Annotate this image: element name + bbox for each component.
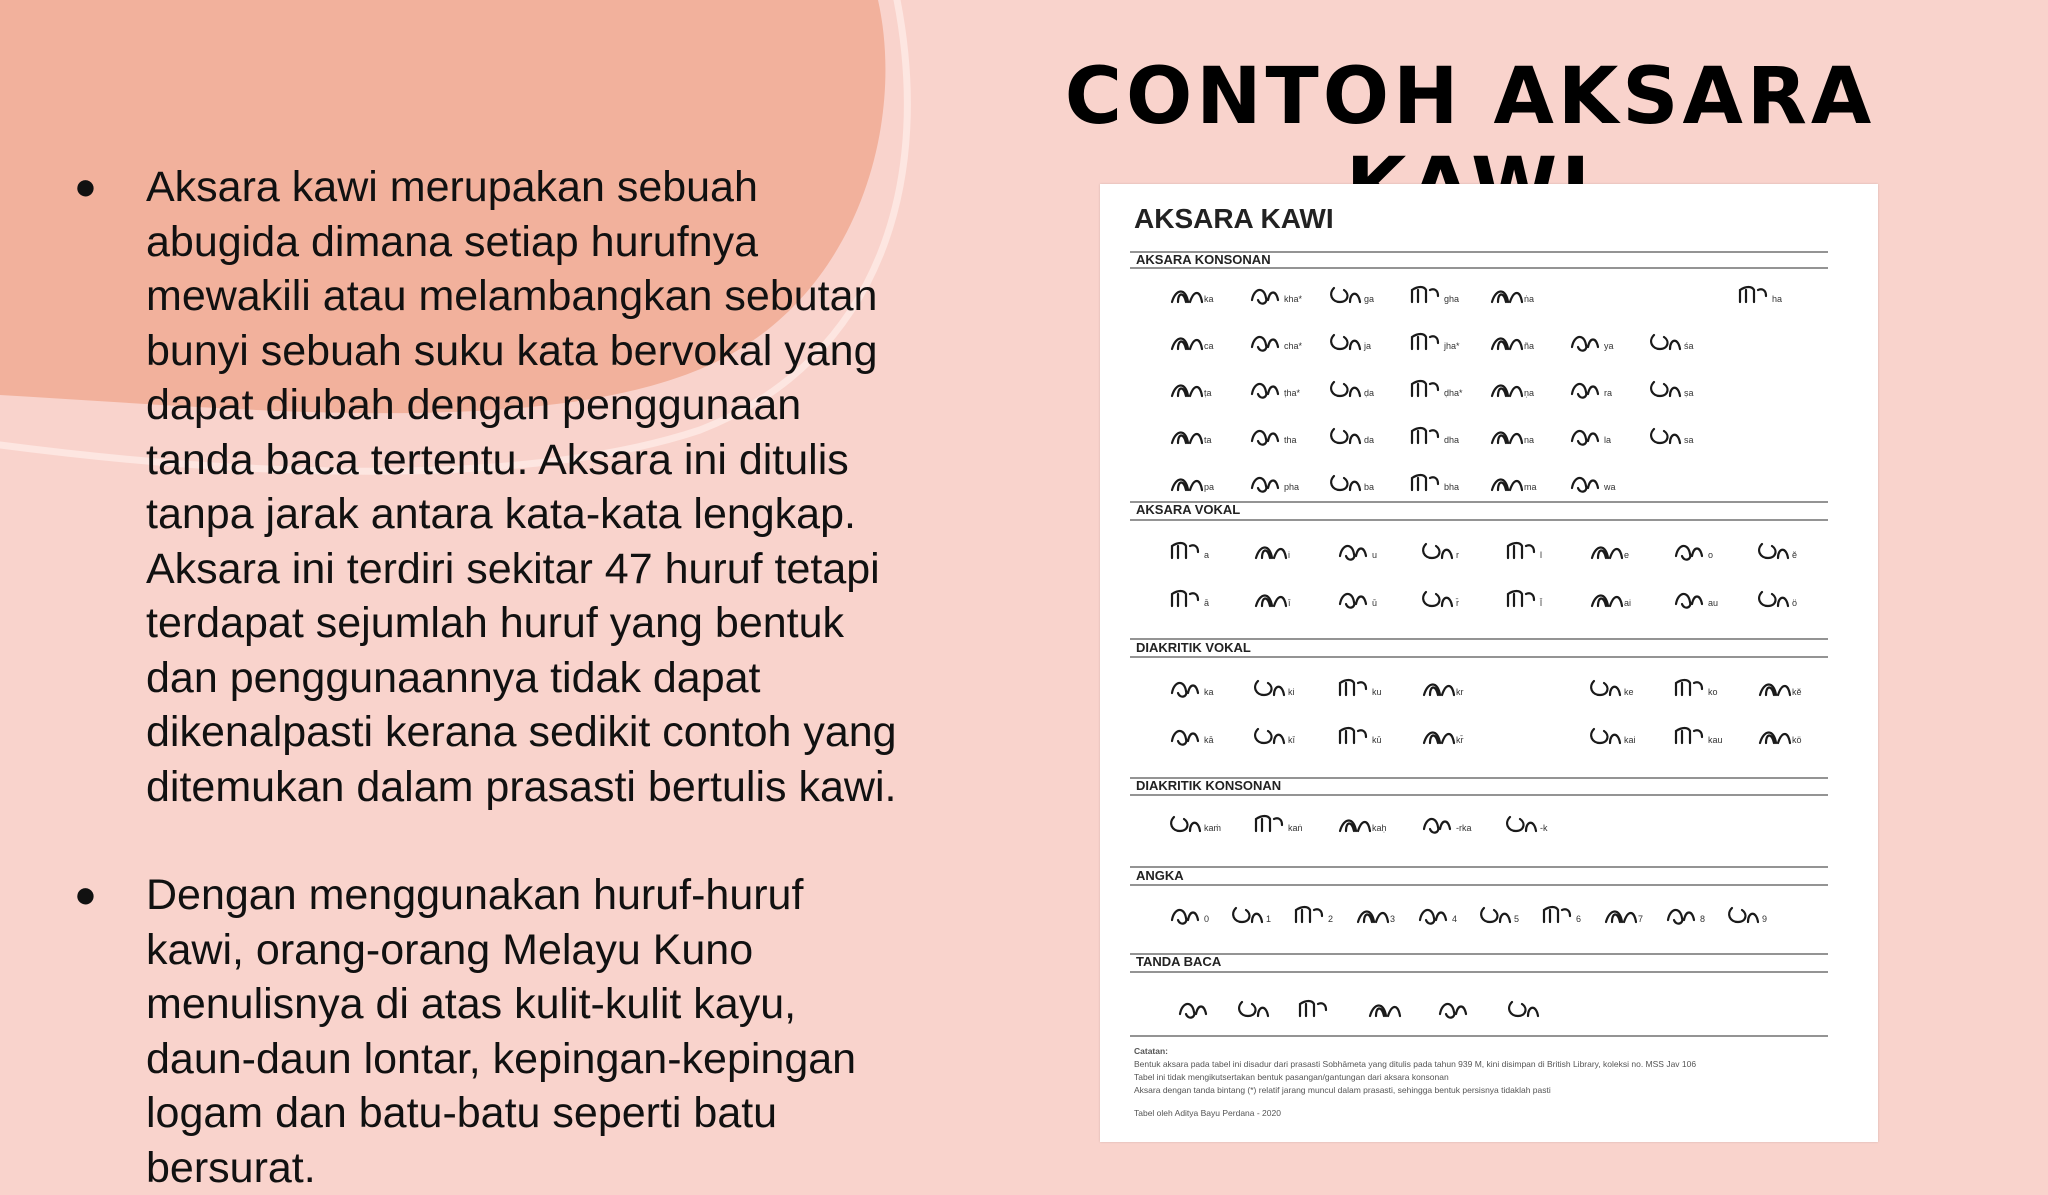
figure-note: Bentuk aksara pada tabel ini disadur dari prasasti Sobhāmeta yang ditulis pada tahun 939 M, kini disimpan di British Library, koleksi no. MSS Jav 106	[1134, 1059, 1697, 1069]
konsonan-cell-label: ha	[1772, 294, 1783, 304]
diakritik-vokal-cell-glyph	[1591, 681, 1620, 695]
konsonan-cell-glyph	[1172, 480, 1202, 491]
konsonan-cell-glyph	[1412, 287, 1438, 302]
konsonan-cell-glyph	[1331, 335, 1360, 349]
konsonan-cell-label: śa	[1684, 341, 1694, 351]
bullet-dot-icon: ●	[74, 874, 97, 916]
tanda-baca-glyph	[1370, 1006, 1400, 1017]
diakritik-vokal-cell-glyph	[1172, 683, 1198, 697]
vokal-cell-glyph	[1340, 546, 1366, 560]
konsonan-cell-glyph	[1572, 384, 1598, 398]
konsonan-cell-glyph	[1572, 478, 1598, 492]
aksara-kawi-chart-image	[1100, 184, 1878, 1142]
vokal-cell-glyph	[1676, 594, 1702, 608]
diakritik-konsonan-cell-glyph	[1171, 817, 1200, 831]
diakritik-konsonan-cell-glyph	[1424, 819, 1450, 833]
vokal-cell-label: ī	[1288, 598, 1291, 608]
konsonan-cell-label: gha	[1444, 294, 1460, 304]
vokal-cell-glyph	[1172, 543, 1198, 558]
diakritik-konsonan-cell-glyph	[1340, 821, 1370, 832]
figure-note: Catatan:	[1134, 1046, 1169, 1056]
angka-cell-label: 7	[1638, 914, 1644, 924]
diakritik-konsonan-cell-label: kaṁ	[1204, 823, 1222, 833]
konsonan-cell-label: ṅa	[1524, 294, 1535, 304]
diakritik-konsonan-cell-label: -rka	[1456, 823, 1472, 833]
konsonan-cell-glyph	[1172, 292, 1202, 303]
konsonan-cell-label: ṭa	[1204, 388, 1212, 398]
konsonan-cell-glyph	[1331, 288, 1360, 302]
konsonan-cell-glyph	[1492, 480, 1522, 491]
angka-cell-glyph	[1481, 908, 1510, 922]
konsonan-cell-glyph	[1172, 339, 1202, 350]
angka-cell-glyph	[1233, 908, 1262, 922]
diakritik-vokal-cell-label: kā	[1204, 735, 1214, 745]
vokal-cell-label: r	[1456, 550, 1459, 560]
diakritik-vokal-cell-glyph	[1676, 680, 1702, 695]
diakritik-konsonan-cell-glyph	[1256, 816, 1282, 831]
konsonan-cell-glyph	[1651, 335, 1680, 349]
diakritik-vokal-cell-label: kau	[1708, 735, 1723, 745]
diakritik-konsonan-cell-label: -k	[1540, 823, 1548, 833]
bullet-dot-icon: ●	[74, 166, 97, 208]
vokal-cell-glyph	[1508, 543, 1534, 558]
bullet-text-2: Dengan menggunakan huruf-huruf kawi, orang-orang Melayu Kuno menulisnya di atas kulit-kulit kayu, daun-daun lontar, kepingan-kepingan logam dan batu-batu seperti batu bersurat.	[146, 871, 857, 1192]
tanda-baca-glyph	[1180, 1004, 1206, 1018]
diakritik-vokal-cell-label: kr̄	[1456, 735, 1464, 745]
section-diakritik-vokal: DIAKRITIK VOKAL	[1136, 640, 1251, 655]
konsonan-cell-glyph	[1492, 433, 1522, 444]
section-tanda-baca: TANDA BACA	[1136, 954, 1222, 969]
konsonan-cell-label: ma	[1524, 482, 1537, 492]
konsonan-cell-glyph	[1492, 292, 1522, 303]
diakritik-vokal-cell-glyph	[1424, 733, 1454, 744]
konsonan-cell-glyph	[1740, 287, 1766, 302]
vokal-cell-glyph	[1423, 592, 1452, 606]
diakritik-vokal-cell-label: ki	[1288, 687, 1295, 697]
section-angka: ANGKA	[1136, 868, 1184, 883]
section-diakritik-konsonan: DIAKRITIK KONSONAN	[1136, 778, 1282, 793]
konsonan-cell-label: da	[1364, 435, 1375, 445]
diakritik-vokal-cell-label: ka	[1204, 687, 1214, 697]
konsonan-cell-glyph	[1331, 476, 1360, 490]
diakritik-vokal-cell-glyph	[1591, 729, 1620, 743]
vokal-cell-label: ai	[1624, 598, 1632, 608]
konsonan-cell-label: ṇa	[1524, 388, 1535, 398]
konsonan-cell-label: ga	[1364, 294, 1375, 304]
konsonan-cell-label: wa	[1604, 482, 1616, 492]
konsonan-cell-label: pha	[1284, 482, 1300, 492]
angka-cell-label: 1	[1266, 914, 1272, 924]
figure-note: Tabel ini tidak mengikutsertakan bentuk pasangan/gantungan dari aksara konsonan	[1134, 1072, 1449, 1082]
konsonan-cell-label: kha*	[1284, 294, 1303, 304]
konsonan-cell-label: ra	[1604, 388, 1613, 398]
vokal-cell-glyph	[1759, 544, 1788, 558]
diakritik-konsonan-cell-label: kaṅ	[1288, 823, 1303, 833]
diakritik-vokal-cell-glyph	[1424, 685, 1454, 696]
konsonan-cell-glyph	[1412, 334, 1438, 349]
konsonan-cell-glyph	[1651, 382, 1680, 396]
diakritik-konsonan-cell-glyph	[1507, 817, 1536, 831]
konsonan-cell-label: ca	[1204, 341, 1214, 351]
bullet-item-2	[70, 868, 910, 1195]
vokal-cell-glyph	[1759, 592, 1788, 606]
konsonan-cell-glyph	[1252, 478, 1278, 492]
vokal-cell-label: o	[1708, 550, 1714, 560]
konsonan-cell-glyph	[1252, 290, 1278, 304]
bullet-list	[70, 160, 910, 1195]
konsonan-cell-label: ta	[1204, 435, 1212, 445]
tanda-baca-glyph	[1300, 1001, 1326, 1016]
angka-cell-glyph	[1420, 910, 1446, 924]
konsonan-cell-label: tha	[1284, 435, 1297, 445]
vokal-cell-label: r̄	[1456, 598, 1459, 608]
konsonan-cell-glyph	[1492, 339, 1522, 350]
konsonan-cell-label: jha*	[1444, 341, 1460, 351]
konsonan-cell-label: ka	[1204, 294, 1214, 304]
konsonan-cell-glyph	[1252, 337, 1278, 351]
diakritik-vokal-cell-glyph	[1172, 731, 1198, 745]
konsonan-cell-label: pa	[1204, 482, 1215, 492]
angka-cell-label: 5	[1514, 914, 1520, 924]
konsonan-cell-glyph	[1331, 382, 1360, 396]
diakritik-vokal-cell-label: ko	[1708, 687, 1718, 697]
tanda-baca-glyph	[1509, 1002, 1538, 1016]
angka-cell-label: 4	[1452, 914, 1458, 924]
vokal-cell-label: u	[1372, 550, 1378, 560]
vokal-cell-label: ū	[1372, 598, 1378, 608]
vokal-cell-label: i	[1288, 550, 1290, 560]
angka-cell-label: 2	[1328, 914, 1334, 924]
diakritik-vokal-cell-label: ku	[1372, 687, 1382, 697]
angka-cell-glyph	[1172, 910, 1198, 924]
konsonan-cell-glyph	[1172, 386, 1202, 397]
vokal-cell-label: ĕ	[1792, 550, 1798, 560]
konsonan-cell-glyph	[1412, 381, 1438, 396]
vokal-cell-label: ö	[1792, 598, 1798, 608]
vokal-cell-glyph	[1172, 591, 1198, 606]
section-vokal: AKSARA VOKAL	[1136, 502, 1241, 517]
konsonan-cell-glyph	[1172, 433, 1202, 444]
angka-cell-glyph	[1296, 907, 1322, 922]
diakritik-konsonan-cell-label: kaḥ	[1372, 823, 1387, 833]
konsonan-cell-glyph	[1492, 386, 1522, 397]
vokal-cell-label: au	[1708, 598, 1719, 608]
diakritik-vokal-cell-label: kai	[1624, 735, 1636, 745]
konsonan-cell-label: cha*	[1284, 341, 1303, 351]
bullet-text-1: Aksara kawi merupakan sebuah abugida dimana setiap hurufnya mewakili atau melambangkan sebutan bunyi sebuah suku kata bervokal yang dapat diubah dengan penggunaan tanda baca tertentu. Aksara ini ditulis tanpa jarak antara kata-kata lengkap. Aksara ini terdiri sekitar 47 huruf tetapi terdapat sejumlah huruf yang bentuk dan penggunaannya tidak dapat dikenalpasti kerana sedikit contoh yang ditemukan dalam prasasti bertulis kawi.	[146, 163, 897, 811]
vokal-cell-glyph	[1256, 596, 1286, 607]
konsonan-cell-glyph	[1252, 384, 1278, 398]
vokal-cell-glyph	[1340, 594, 1366, 608]
angka-cell-glyph	[1668, 910, 1694, 924]
diakritik-vokal-cell-glyph	[1340, 728, 1366, 743]
konsonan-cell-label: dha	[1444, 435, 1460, 445]
konsonan-cell-glyph	[1412, 428, 1438, 443]
diakritik-vokal-cell-label: kr	[1456, 687, 1464, 697]
konsonan-cell-label: na	[1524, 435, 1535, 445]
konsonan-cell-label: sa	[1684, 435, 1694, 445]
konsonan-cell-label: la	[1604, 435, 1612, 445]
angka-cell-glyph	[1606, 912, 1636, 923]
vokal-cell-glyph	[1256, 548, 1286, 559]
figure-note: Aksara dengan tanda bintang (*) relatif jarang muncul dalam prasasti, sehingga bentuk persisnya tidaklah pasti	[1134, 1085, 1551, 1095]
diakritik-vokal-cell-glyph	[1760, 685, 1790, 696]
angka-cell-label: 6	[1576, 914, 1582, 924]
konsonan-cell-label: ja	[1364, 341, 1372, 351]
section-konsonan: AKSARA KONSONAN	[1136, 252, 1271, 267]
konsonan-cell-glyph	[1252, 431, 1278, 445]
figure-note: Tabel oleh Aditya Bayu Perdana - 2020	[1134, 1108, 1281, 1118]
konsonan-cell-glyph	[1412, 475, 1438, 490]
diakritik-vokal-cell-glyph	[1255, 729, 1284, 743]
konsonan-cell-label: ḍa	[1364, 388, 1375, 398]
diakritik-vokal-cell-glyph	[1760, 733, 1790, 744]
tanda-baca-glyph	[1239, 1002, 1268, 1016]
konsonan-cell-label: ba	[1364, 482, 1375, 492]
vokal-cell-glyph	[1592, 596, 1622, 607]
konsonan-cell-glyph	[1572, 337, 1598, 351]
diakritik-vokal-cell-label: kö	[1792, 735, 1802, 745]
diakritik-vokal-cell-glyph	[1340, 680, 1366, 695]
konsonan-cell-glyph	[1651, 429, 1680, 443]
vokal-cell-glyph	[1508, 591, 1534, 606]
vokal-cell-glyph	[1676, 546, 1702, 560]
bullet-item-1	[70, 160, 910, 814]
vokal-cell-label: a	[1204, 550, 1210, 560]
vokal-cell-label: ā	[1204, 598, 1210, 608]
angka-cell-glyph	[1358, 912, 1388, 923]
angka-cell-label: 8	[1700, 914, 1706, 924]
angka-cell-label: 9	[1762, 914, 1768, 924]
diakritik-vokal-cell-glyph	[1676, 728, 1702, 743]
aksara-kawi-table	[1100, 184, 1878, 1142]
slide-title: CONTOH AKSARA	[1064, 52, 1876, 142]
konsonan-cell-glyph	[1331, 429, 1360, 443]
angka-cell-glyph	[1729, 908, 1758, 922]
figure-heading: AKSARA KAWI	[1134, 203, 1334, 234]
diakritik-vokal-cell-label: kĕ	[1792, 687, 1802, 697]
vokal-cell-glyph	[1592, 548, 1622, 559]
vokal-cell-label: l̄	[1540, 598, 1542, 608]
konsonan-cell-glyph	[1572, 431, 1598, 445]
diakritik-vokal-cell-label: kī	[1288, 735, 1296, 745]
vokal-cell-glyph	[1423, 544, 1452, 558]
vokal-cell-label: e	[1624, 550, 1630, 560]
konsonan-cell-label: ña	[1524, 341, 1535, 351]
konsonan-cell-label: bha	[1444, 482, 1460, 492]
konsonan-cell-label: ḍha*	[1444, 388, 1463, 398]
angka-cell-label: 3	[1390, 914, 1396, 924]
diakritik-vokal-cell-glyph	[1255, 681, 1284, 695]
diakritik-vokal-cell-label: ke	[1624, 687, 1634, 697]
angka-cell-label: 0	[1204, 914, 1210, 924]
diakritik-vokal-cell-label: kū	[1372, 735, 1382, 745]
konsonan-cell-label: ṭha*	[1284, 388, 1301, 398]
tanda-baca-glyph	[1440, 1004, 1466, 1018]
vokal-cell-label: l	[1540, 550, 1542, 560]
konsonan-cell-label: ṣa	[1684, 388, 1694, 398]
konsonan-cell-label: ya	[1604, 341, 1614, 351]
angka-cell-glyph	[1544, 907, 1570, 922]
